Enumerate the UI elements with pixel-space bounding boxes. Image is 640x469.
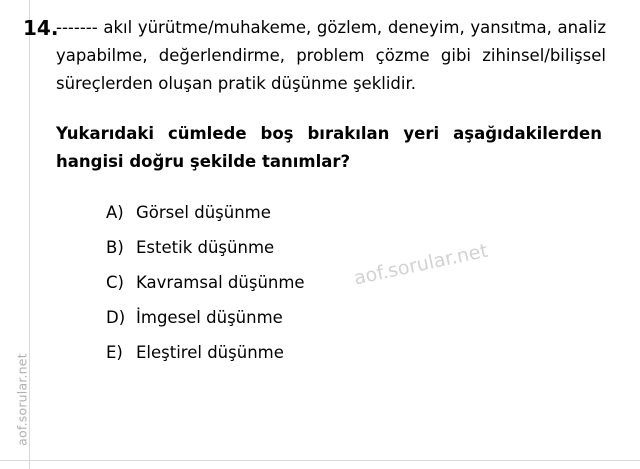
question-stem <box>56 14 606 98</box>
stem-line-2: yansıtma, analiz yapabilme, değerlendirme, <box>56 18 607 65</box>
answer-options <box>56 202 606 363</box>
question-number: 14. <box>23 16 59 40</box>
option-d-text: İmgesel düşünme <box>136 308 283 327</box>
question-content <box>20 14 620 377</box>
question-prompt <box>56 98 606 176</box>
prompt-line-1: Yukarıdaki cümlede boş bırakılan yeri <box>56 124 440 143</box>
stem-line-3: problem çözme gibi zihinsel/bilişsel süreçlerden <box>56 46 606 93</box>
side-watermark-text: aof.sorular.net <box>14 353 30 446</box>
option-d-letter: D) <box>106 308 126 327</box>
option-b-text: Estetik düşünme <box>136 238 275 257</box>
option-b[interactable] <box>106 237 606 258</box>
option-a[interactable] <box>106 202 606 223</box>
question-body <box>56 14 620 377</box>
option-c-letter: C) <box>106 273 124 292</box>
option-c-text: Kavramsal düşünme <box>136 273 305 292</box>
option-d[interactable] <box>106 307 606 328</box>
prompt-line-3: tanımlar? <box>261 152 351 171</box>
option-a-text: Görsel düşünme <box>136 203 271 222</box>
option-e-letter: E) <box>106 343 123 362</box>
diagonal-watermark-text: aof.sorular.net <box>352 239 490 290</box>
option-e[interactable] <box>106 342 606 363</box>
stem-line-4: oluşan pratik düşünme şeklidir. <box>158 74 416 93</box>
option-e-text: Eleştirel düşünme <box>136 343 284 362</box>
bottom-divider <box>0 460 640 461</box>
option-c[interactable] <box>106 272 606 293</box>
option-a-letter: A) <box>106 203 124 222</box>
prompt-line-2: aşağıdakilerden hangisi doğru şekilde <box>56 124 602 171</box>
question-row <box>20 14 620 377</box>
option-b-letter: B) <box>106 238 124 257</box>
stem-line-1: ------- akıl yürütme/muhakeme, gözlem, deneyim, <box>56 18 465 37</box>
